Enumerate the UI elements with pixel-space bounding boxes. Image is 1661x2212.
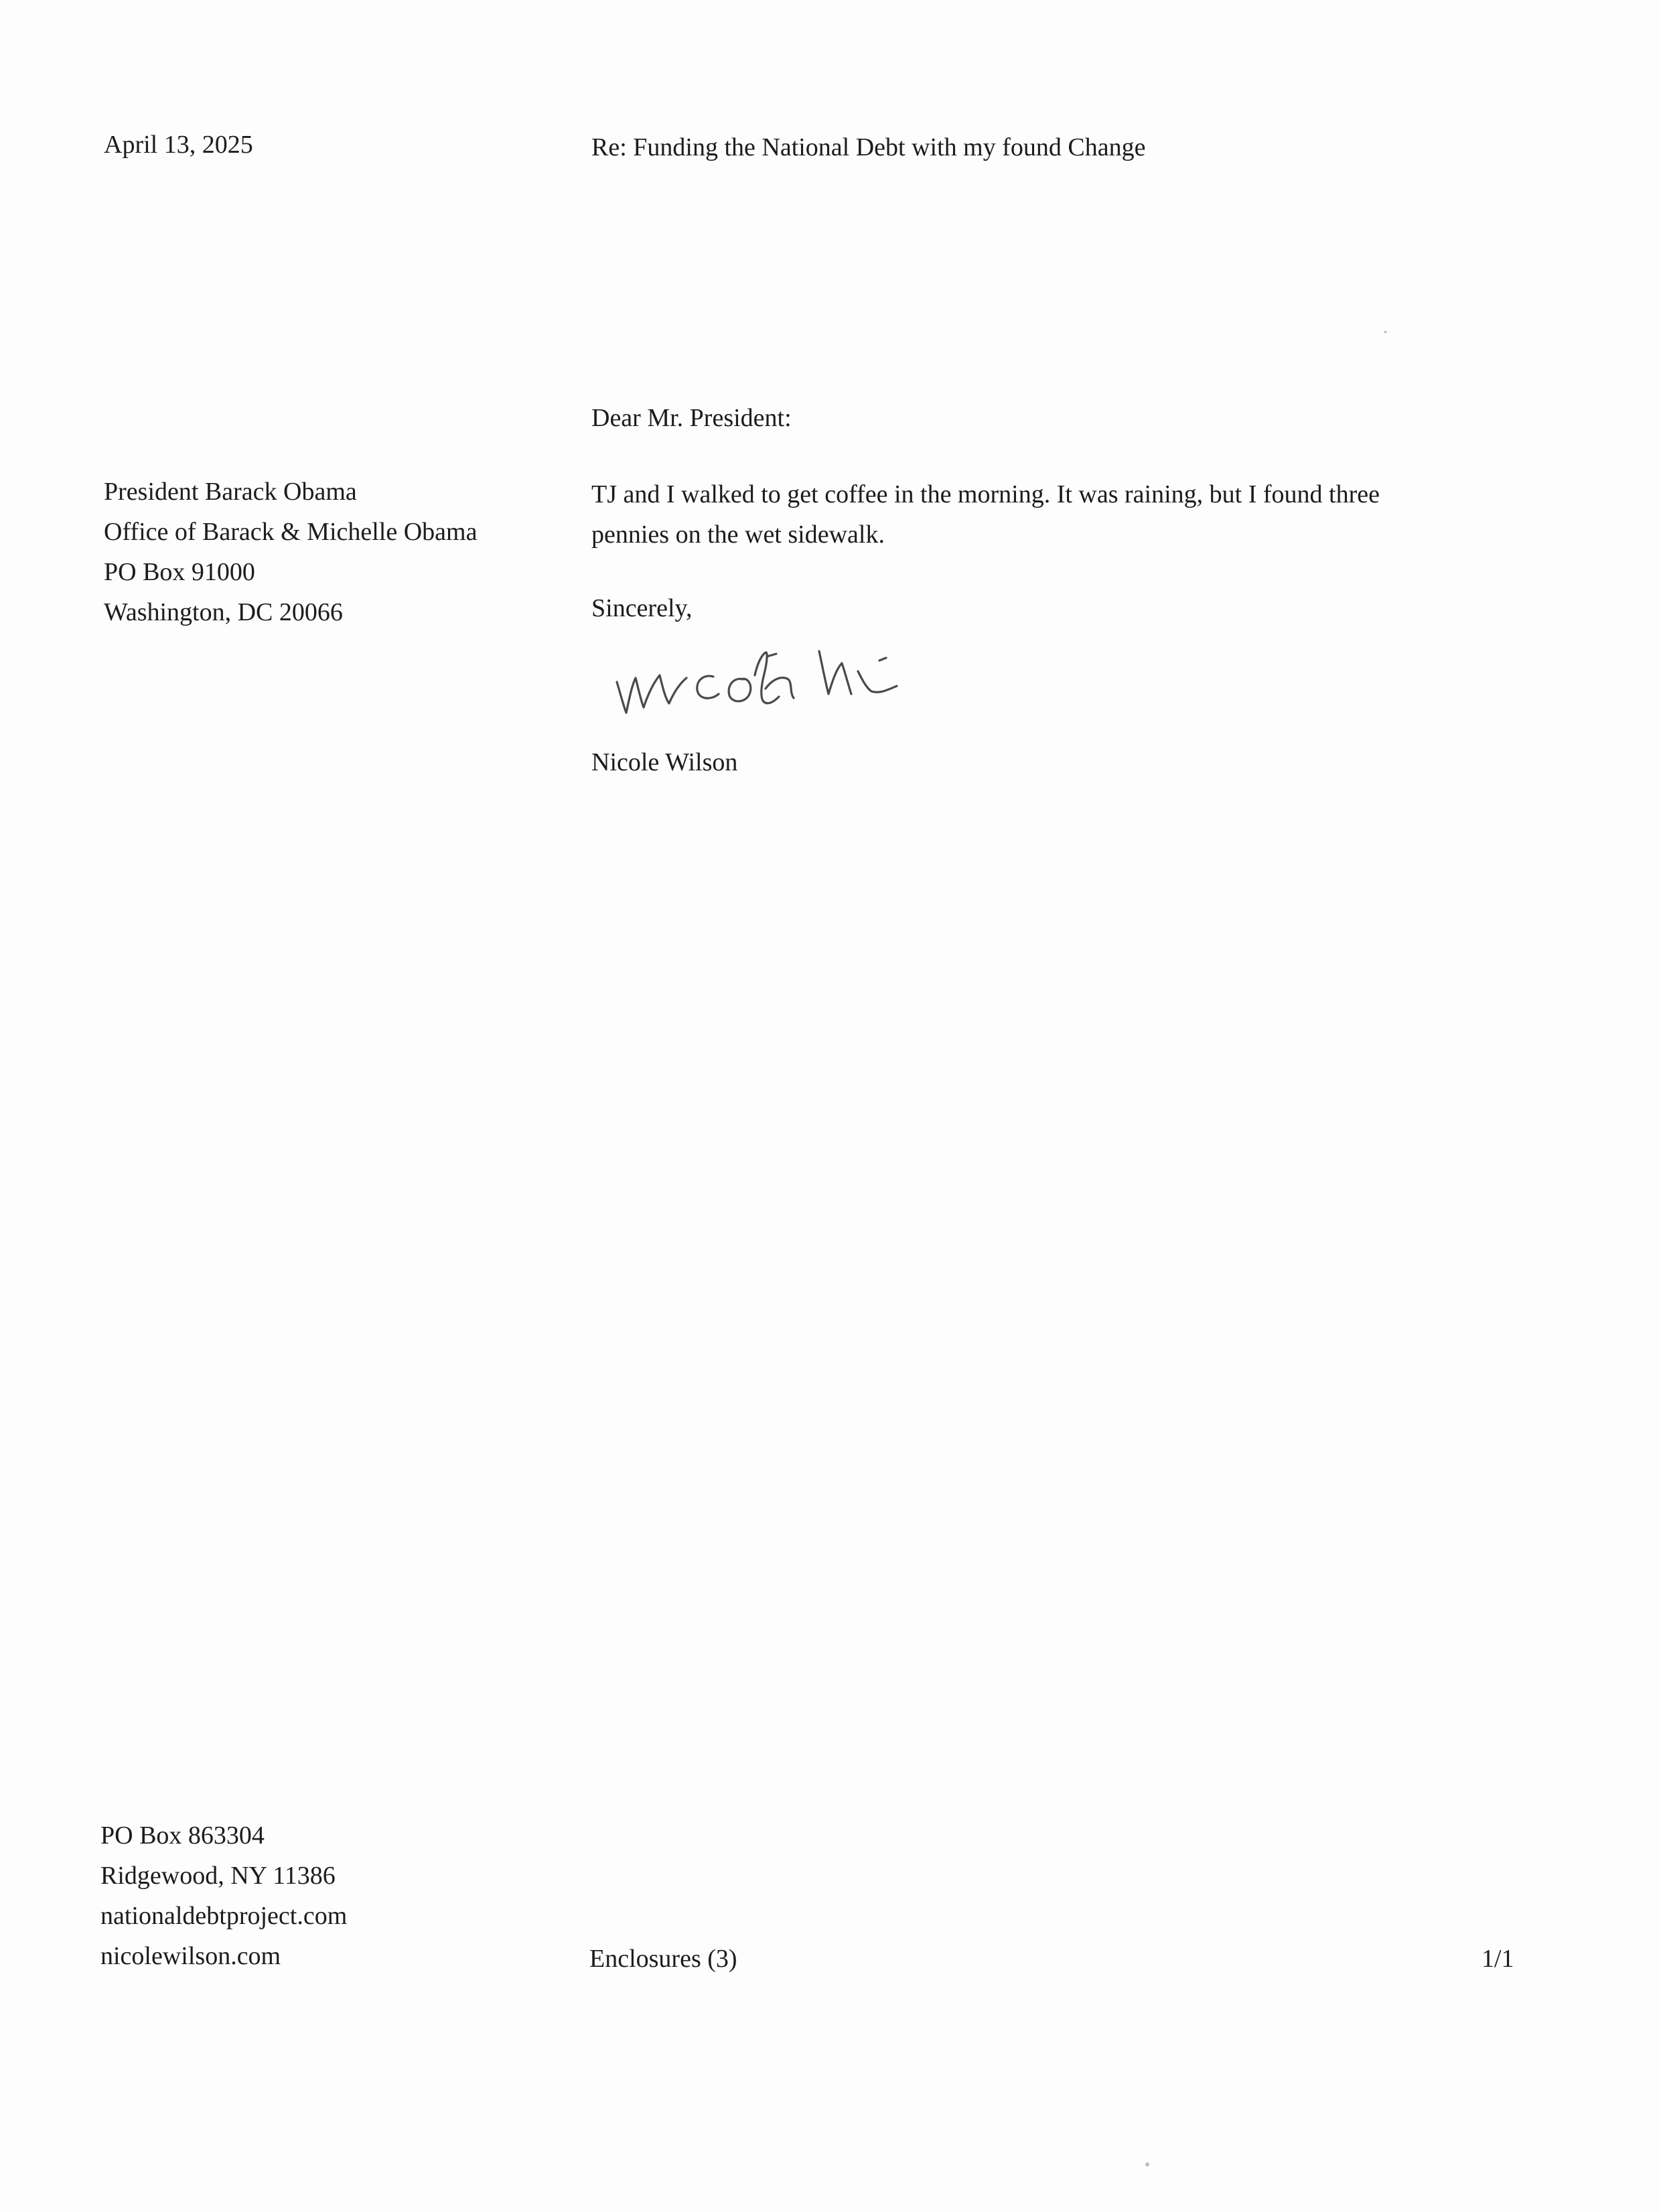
recipient-office: Office of Barack & Michelle Obama <box>104 518 478 546</box>
recipient-city: Washington, DC 20066 <box>104 598 343 626</box>
sender-po-box: PO Box 863304 <box>100 1821 265 1850</box>
handwritten-signature <box>613 636 901 723</box>
sender-website: nationaldebtproject.com <box>100 1902 348 1930</box>
letter-body <box>591 474 1380 555</box>
closing: Sincerely, <box>591 594 693 622</box>
body-line: pennies on the wet sidewalk. <box>591 521 885 549</box>
salutation: Dear Mr. President: <box>591 404 792 432</box>
paper-speck <box>1145 2162 1149 2166</box>
enclosures-note: Enclosures (3) <box>589 1945 737 1973</box>
page-number: 1/1 <box>1482 1945 1514 1973</box>
signer-name: Nicole Wilson <box>591 748 738 776</box>
body-line: TJ and I walked to get coffee in the morning. It was raining, but I found three <box>591 480 1380 508</box>
sender-website-personal: nicolewilson.com <box>100 1942 281 1970</box>
recipient-name: President Barack Obama <box>104 478 357 506</box>
paper-speck <box>1384 331 1387 333</box>
sender-city: Ridgewood, NY 11386 <box>100 1862 336 1890</box>
letter-subject: Re: Funding the National Debt with my found Change <box>591 133 1146 161</box>
letter-date: April 13, 2025 <box>104 131 253 159</box>
recipient-address <box>104 472 477 632</box>
sender-address <box>100 1815 347 1976</box>
recipient-po-box: PO Box 91000 <box>104 558 255 586</box>
